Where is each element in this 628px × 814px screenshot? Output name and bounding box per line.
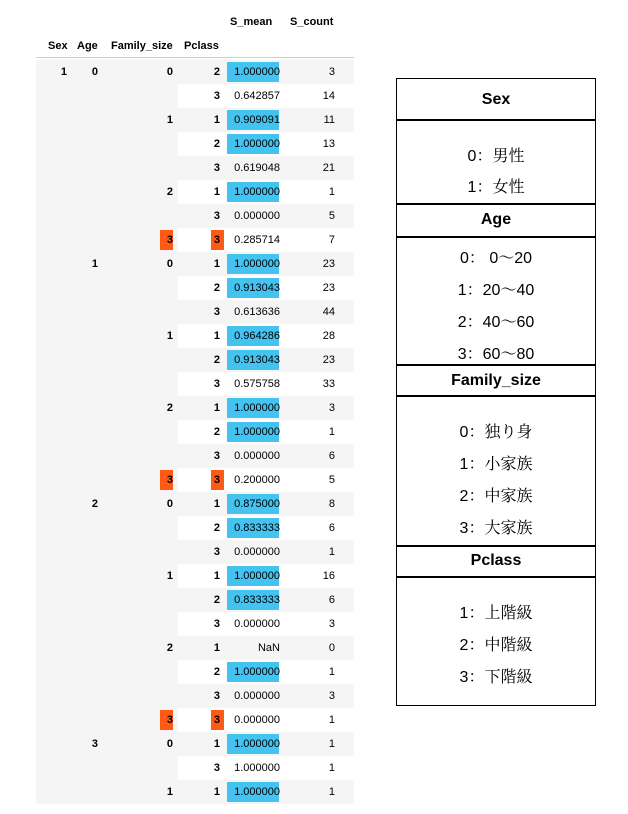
cell-s-count: 23	[322, 282, 335, 294]
cell-s-count: 23	[322, 354, 335, 366]
table-row	[36, 348, 354, 372]
cell-family-size: 1	[166, 786, 173, 798]
table-row	[36, 60, 354, 84]
index-background	[36, 348, 178, 372]
cell-pclass: 2	[213, 354, 220, 366]
cell-s-mean: 0.200000	[234, 474, 280, 486]
cell-s-mean: 1.000000	[234, 570, 280, 582]
cell-family-size: 2	[166, 186, 173, 198]
cell-s-count: 1	[328, 738, 335, 750]
cell-s-mean: 0.833333	[234, 522, 280, 534]
cell-s-count: 21	[322, 162, 335, 174]
data-table	[36, 0, 354, 808]
cell-pclass: 2	[213, 522, 220, 534]
index-background	[36, 132, 178, 156]
cell-s-count: 5	[328, 210, 335, 222]
cell-s-mean: 1.000000	[234, 258, 280, 270]
cell-s-count: 3	[328, 402, 335, 414]
cell-pclass: 3	[213, 162, 220, 174]
index-background	[36, 564, 178, 588]
cell-s-count: 1	[328, 714, 335, 726]
header-family-size: Family_size	[111, 40, 173, 52]
cell-s-mean: 0.000000	[234, 618, 280, 630]
cell-s-count: 1	[328, 666, 335, 678]
table-row	[36, 300, 354, 324]
index-background	[36, 60, 178, 84]
table-row	[36, 684, 354, 708]
cell-s-count: 1	[328, 186, 335, 198]
cell-s-count: 14	[322, 90, 335, 102]
legend-item: 3：下階級	[459, 669, 533, 686]
cell-sex: 1	[60, 66, 67, 78]
table-row	[36, 612, 354, 636]
table-row	[36, 180, 354, 204]
legend-item: 3：60～80	[457, 346, 535, 363]
cell-pclass: 3	[213, 618, 220, 630]
table-row	[36, 84, 354, 108]
table-row	[36, 396, 354, 420]
cell-family-size: 3	[166, 714, 173, 726]
index-background	[36, 588, 178, 612]
table-row	[36, 564, 354, 588]
index-background	[36, 708, 178, 732]
cell-s-count: 3	[328, 618, 335, 630]
cell-pclass: 1	[213, 786, 220, 798]
table-row	[36, 660, 354, 684]
header-s-mean: S_mean	[230, 16, 273, 28]
cell-s-mean: 1.000000	[234, 762, 280, 774]
legend-item: 0： 0～20	[459, 250, 533, 267]
cell-s-mean: 0.000000	[234, 546, 280, 558]
legend-item: 3：大家族	[459, 520, 533, 537]
cell-s-mean: 0.613636	[234, 306, 280, 318]
cell-pclass: 3	[213, 378, 220, 390]
index-background	[36, 612, 178, 636]
cell-family-size: 0	[166, 66, 173, 78]
cell-s-mean: 0.642857	[234, 90, 280, 102]
index-background	[36, 228, 178, 252]
legend-item: 0：男性	[467, 148, 525, 165]
legend-item: 2：40～60	[457, 314, 535, 331]
cell-family-size: 3	[166, 474, 173, 486]
table-row	[36, 540, 354, 564]
cell-family-size: 2	[166, 642, 173, 654]
cell-pclass: 2	[213, 66, 220, 78]
table-row	[36, 516, 354, 540]
legend-divider	[396, 576, 596, 578]
legend-item: 1：小家族	[459, 456, 533, 473]
legend-title: Pclass	[470, 552, 522, 569]
cell-family-size: 0	[166, 258, 173, 270]
cell-pclass: 3	[213, 690, 220, 702]
table-row	[36, 420, 354, 444]
cell-s-count: 13	[322, 138, 335, 150]
index-background	[36, 756, 178, 780]
index-background	[36, 84, 178, 108]
cell-s-count: 0	[328, 642, 335, 654]
table-row	[36, 588, 354, 612]
table-row	[36, 204, 354, 228]
legend-divider	[396, 203, 596, 205]
legend-divider	[396, 364, 596, 366]
cell-s-mean: 0.909091	[234, 114, 280, 126]
cell-s-mean: 1.000000	[234, 66, 280, 78]
cell-s-count: 33	[322, 378, 335, 390]
cell-pclass: 1	[213, 186, 220, 198]
cell-s-count: 8	[328, 498, 335, 510]
cell-s-mean: 1.000000	[234, 186, 280, 198]
legend-title: Family_size	[451, 372, 541, 389]
index-background	[36, 468, 178, 492]
legend-item: 1：20～40	[457, 282, 535, 299]
cell-pclass: 1	[213, 642, 220, 654]
cell-pclass: 1	[213, 330, 220, 342]
legend-divider	[396, 119, 596, 121]
cell-family-size: 1	[166, 330, 173, 342]
cell-s-count: 7	[328, 234, 335, 246]
table-row	[36, 324, 354, 348]
index-background	[36, 300, 178, 324]
cell-family-size: 2	[166, 402, 173, 414]
index-background	[36, 540, 178, 564]
cell-s-count: 44	[322, 306, 335, 318]
index-background	[36, 276, 178, 300]
cell-pclass: 3	[213, 210, 220, 222]
table-row	[36, 228, 354, 252]
legend-title: Age	[480, 211, 512, 228]
cell-s-mean: 1.000000	[234, 138, 280, 150]
table-row	[36, 252, 354, 276]
cell-age: 2	[91, 498, 98, 510]
index-background	[36, 780, 178, 804]
header-divider	[36, 57, 354, 58]
cell-age: 1	[91, 258, 98, 270]
index-background	[36, 660, 178, 684]
table-row	[36, 372, 354, 396]
cell-age: 0	[91, 66, 98, 78]
cell-pclass: 2	[213, 594, 220, 606]
cell-family-size: 0	[166, 738, 173, 750]
index-background	[36, 204, 178, 228]
cell-family-size: 1	[166, 114, 173, 126]
cell-pclass: 1	[213, 738, 220, 750]
table-row	[36, 444, 354, 468]
cell-family-size: 0	[166, 498, 173, 510]
cell-s-count: 1	[328, 786, 335, 798]
cell-s-mean: 0.833333	[234, 594, 280, 606]
cell-s-count: 6	[328, 450, 335, 462]
header-pclass: Pclass	[184, 40, 219, 52]
cell-s-mean: 0.575758	[234, 378, 280, 390]
index-background	[36, 636, 178, 660]
cell-s-count: 1	[328, 426, 335, 438]
cell-s-mean: 0.875000	[234, 498, 280, 510]
cell-pclass: 3	[213, 450, 220, 462]
cell-s-mean: 1.000000	[234, 786, 280, 798]
index-background	[36, 396, 178, 420]
table-row	[36, 492, 354, 516]
index-background	[36, 372, 178, 396]
table-row	[36, 156, 354, 180]
cell-s-mean: 0.285714	[234, 234, 280, 246]
cell-s-mean: 0.913043	[234, 354, 280, 366]
legend-item: 2：中家族	[459, 488, 533, 505]
table-row	[36, 108, 354, 132]
legend-item: 2：中階級	[459, 637, 533, 654]
index-background	[36, 420, 178, 444]
cell-pclass: 1	[213, 258, 220, 270]
cell-s-mean: 1.000000	[234, 402, 280, 414]
table-row	[36, 468, 354, 492]
header-sex: Sex	[48, 40, 68, 52]
index-background	[36, 492, 178, 516]
cell-s-count: 11	[323, 114, 335, 126]
cell-pclass: 3	[213, 90, 220, 102]
cell-s-count: 3	[328, 66, 335, 78]
cell-pclass: 3	[213, 306, 220, 318]
header-age: Age	[77, 40, 98, 52]
cell-pclass: 3	[213, 474, 220, 486]
header-s-count: S_count	[290, 16, 334, 28]
cell-pclass: 3	[213, 714, 220, 726]
cell-s-mean: 0.913043	[234, 282, 280, 294]
cell-s-count: 1	[328, 762, 335, 774]
index-background	[36, 252, 178, 276]
cell-pclass: 1	[213, 570, 220, 582]
cell-pclass: 1	[213, 402, 220, 414]
index-background	[36, 180, 178, 204]
table-row	[36, 132, 354, 156]
legend-divider	[396, 545, 596, 547]
cell-s-count: 6	[328, 594, 335, 606]
table-row	[36, 732, 354, 756]
cell-s-mean: 0.000000	[234, 210, 280, 222]
cell-pclass: 3	[213, 234, 220, 246]
legend-box	[396, 78, 596, 706]
table-row	[36, 708, 354, 732]
cell-pclass: 3	[213, 762, 220, 774]
cell-s-mean: 0.619048	[234, 162, 280, 174]
index-background	[36, 444, 178, 468]
cell-s-count: 6	[328, 522, 335, 534]
cell-s-mean: 0.000000	[234, 690, 280, 702]
index-background	[36, 156, 178, 180]
legend-divider	[396, 236, 596, 238]
cell-s-mean: 0.000000	[234, 714, 280, 726]
legend-divider	[396, 395, 596, 397]
cell-s-mean: 1.000000	[234, 738, 280, 750]
cell-pclass: 2	[213, 282, 220, 294]
table-row	[36, 780, 354, 804]
cell-pclass: 2	[213, 138, 220, 150]
legend-item: 1：上階級	[459, 605, 533, 622]
index-background	[36, 732, 178, 756]
legend-item: 0：独り身	[459, 424, 533, 441]
cell-age: 3	[91, 738, 98, 750]
cell-s-count: 16	[322, 570, 335, 582]
cell-pclass: 2	[213, 426, 220, 438]
cell-pclass: 1	[213, 498, 220, 510]
index-background	[36, 324, 178, 348]
table-row	[36, 636, 354, 660]
cell-pclass: 1	[213, 114, 220, 126]
cell-s-count: 1	[328, 546, 335, 558]
cell-s-count: 23	[322, 258, 335, 270]
cell-s-mean: 1.000000	[234, 426, 280, 438]
index-background	[36, 516, 178, 540]
legend-title: Sex	[481, 91, 511, 108]
cell-s-count: 5	[328, 474, 335, 486]
legend-item: 1：女性	[467, 179, 525, 196]
cell-s-count: 3	[328, 690, 335, 702]
cell-family-size: 3	[166, 234, 173, 246]
cell-s-mean: 0.000000	[234, 450, 280, 462]
cell-s-mean: NaN	[257, 642, 280, 654]
cell-s-count: 28	[322, 330, 335, 342]
table-header	[36, 0, 354, 58]
index-background	[36, 684, 178, 708]
cell-s-mean: 1.000000	[234, 666, 280, 678]
cell-s-mean: 0.964286	[234, 330, 280, 342]
cell-family-size: 1	[166, 570, 173, 582]
table-row	[36, 276, 354, 300]
table-row	[36, 756, 354, 780]
cell-pclass: 2	[213, 666, 220, 678]
cell-pclass: 3	[213, 546, 220, 558]
index-background	[36, 108, 178, 132]
